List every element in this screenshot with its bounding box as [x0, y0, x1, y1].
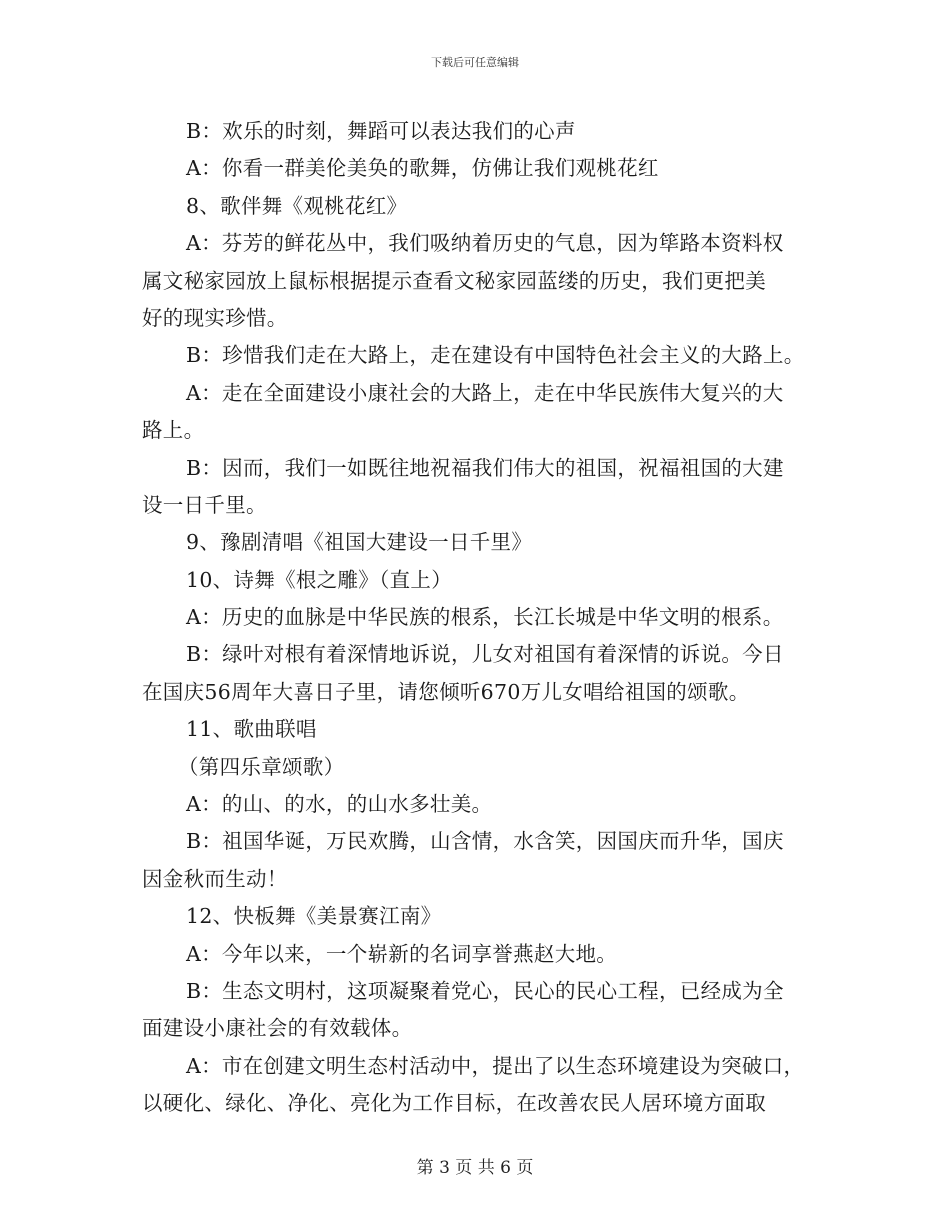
text-line: 8、歌伴舞《观桃花红》: [186, 193, 408, 218]
document-body: [142, 113, 822, 1123]
text-line: 12、快板舞《美景赛江南》: [186, 904, 442, 929]
text-line: B：绿叶对根有着深情地诉说，儿女对祖国有着深情的诉说。今日: [186, 642, 784, 667]
text-line: 9、豫剧清唱《祖国大建设一日千里》: [186, 530, 533, 555]
text-line: 10、诗舞《根之雕》（直上）: [186, 567, 453, 592]
page-header: 下载后可任意编辑: [431, 56, 519, 69]
text-line: 路上。: [142, 418, 205, 443]
text-line: B：珍惜我们走在大路上，走在建设有中国特色社会主义的大路上。: [186, 343, 805, 368]
text-line: 设一日千里。: [142, 492, 267, 517]
page-footer: 第 3 页 共 6 页: [416, 1158, 534, 1178]
text-line: 好的现实珍惜。: [142, 305, 288, 330]
text-line: 在国庆56周年大喜日子里，请您倾听670万儿女唱给祖国的颂歌。: [142, 679, 750, 704]
text-line: B：祖国华诞，万民欢腾，山含情，水含笑，因国庆而升华，国庆: [186, 829, 784, 854]
text-line: A：你看一群美伦美奂的歌舞，仿佛让我们观桃花红: [186, 156, 659, 181]
text-line: A：今年以来，一个崭新的名词享誉燕赵大地。: [186, 941, 618, 966]
text-line: A：市在创建文明生态村活动中，提出了以生态环境建设为突破口，: [186, 1053, 805, 1078]
text-line: 面建设小康社会的有效载体。: [142, 1016, 413, 1041]
text-line: B：生态文明村，这项凝聚着党心，民心的民心工程，已经成为全: [186, 978, 784, 1003]
text-line: 以硬化、绿化、净化、亮化为工作目标，在改善农民人居环境方面取: [142, 1091, 766, 1116]
text-line: A：芬芳的鲜花丛中，我们吸纳着历史的气息，因为筚路本资料权: [186, 231, 784, 256]
text-line: 属文秘家园放上鼠标根据提示查看文秘家园蓝缕的历史，我们更把美: [142, 268, 766, 293]
text-line: 11、歌曲联唱: [186, 717, 317, 742]
text-line: 因金秋而生动！: [142, 866, 288, 891]
text-line: B：欢乐的时刻，舞蹈可以表达我们的心声: [186, 119, 576, 143]
text-line: B：因而，我们一如既往地祝福我们伟大的祖国，祝福祖国的大建: [186, 455, 784, 480]
text-line: A：的山、的水，的山水多壮美。: [186, 792, 493, 817]
text-line: A：历史的血脉是中华民族的根系，长江长城是中华文明的根系。: [186, 605, 784, 630]
text-line: （第四乐章颂歌）: [178, 754, 345, 779]
text-line: A：走在全面建设小康社会的大路上，走在中华民族伟大复兴的大: [186, 380, 784, 405]
